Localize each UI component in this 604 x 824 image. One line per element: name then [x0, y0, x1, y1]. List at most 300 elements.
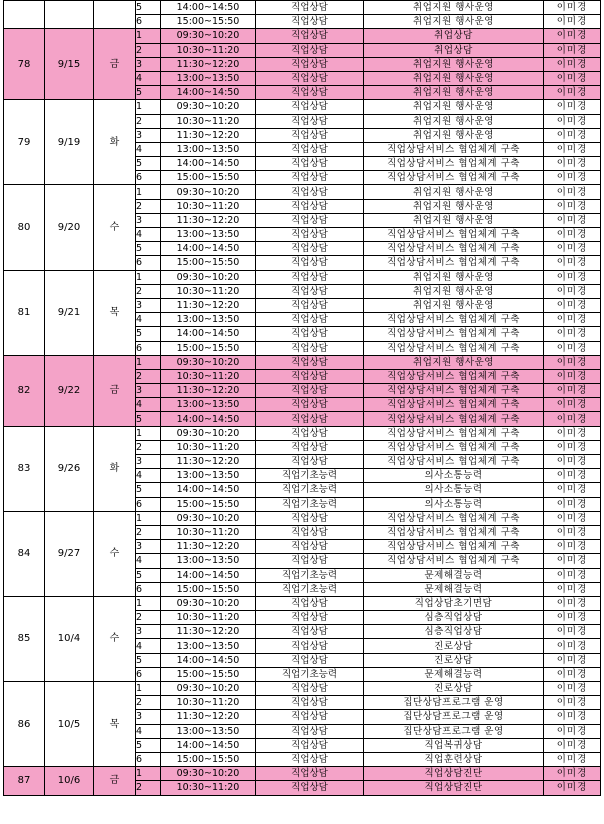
date-cell: 9/20 [45, 185, 94, 270]
instructor-cell: 이미경 [544, 171, 601, 185]
instructor-cell: 이미경 [544, 142, 601, 156]
content-cell: 직업상담서비스 협업체계 구축 [364, 171, 544, 185]
period-cell: 1 [136, 767, 161, 781]
subject-cell: 직업상담 [256, 767, 364, 781]
subject-cell: 직업상담 [256, 199, 364, 213]
instructor-cell: 이미경 [544, 426, 601, 440]
period-cell: 1 [136, 185, 161, 199]
date-cell: 9/27 [45, 511, 94, 596]
subject-cell: 직업상담 [256, 86, 364, 100]
period-cell: 5 [136, 1, 161, 15]
period-cell: 2 [136, 43, 161, 57]
instructor-cell: 이미경 [544, 128, 601, 142]
content-cell: 취업지원 행사운영 [364, 128, 544, 142]
content-cell: 심층직업상담 [364, 611, 544, 625]
content-cell: 취업상담 [364, 43, 544, 57]
instructor-cell: 이미경 [544, 242, 601, 256]
time-cell: 15:00~15:50 [161, 497, 256, 511]
content-cell: 직업상담서비스 협업체계 구축 [364, 369, 544, 383]
period-cell: 1 [136, 29, 161, 43]
period-cell: 4 [136, 639, 161, 653]
time-cell: 10:30~11:20 [161, 525, 256, 539]
content-cell: 직업상담서비스 협업체계 구축 [364, 242, 544, 256]
time-cell: 09:30~10:20 [161, 596, 256, 610]
period-cell: 4 [136, 228, 161, 242]
subject-cell: 직업상담 [256, 682, 364, 696]
date-cell: 10/4 [45, 596, 94, 681]
subject-cell: 직업기초능력 [256, 582, 364, 596]
content-cell: 직업상담서비스 협업체계 구축 [364, 327, 544, 341]
instructor-cell: 이미경 [544, 228, 601, 242]
subject-cell: 직업상담 [256, 242, 364, 256]
session-number-cell: 81 [4, 270, 45, 355]
time-cell: 14:00~14:50 [161, 412, 256, 426]
date-cell: 9/26 [45, 426, 94, 511]
weekday-cell: 목 [94, 270, 136, 355]
period-cell: 3 [136, 298, 161, 312]
instructor-cell: 이미경 [544, 1, 601, 15]
period-cell: 5 [136, 412, 161, 426]
table-row [4, 355, 601, 369]
subject-cell: 직업상담 [256, 596, 364, 610]
period-cell: 6 [136, 582, 161, 596]
instructor-cell: 이미경 [544, 313, 601, 327]
content-cell: 직업상담서비스 협업체계 구축 [364, 313, 544, 327]
time-cell: 13:00~13:50 [161, 71, 256, 85]
period-cell: 4 [136, 469, 161, 483]
time-cell: 10:30~11:20 [161, 696, 256, 710]
period-cell: 1 [136, 270, 161, 284]
instructor-cell: 이미경 [544, 767, 601, 781]
time-cell: 15:00~15:50 [161, 15, 256, 29]
content-cell: 의사소통능력 [364, 469, 544, 483]
subject-cell: 직업상담 [256, 213, 364, 227]
instructor-cell: 이미경 [544, 596, 601, 610]
content-cell: 취업지원 행사운영 [364, 213, 544, 227]
instructor-cell: 이미경 [544, 568, 601, 582]
instructor-cell: 이미경 [544, 213, 601, 227]
instructor-cell: 이미경 [544, 682, 601, 696]
schedule-body [4, 1, 601, 796]
subject-cell: 직업상담 [256, 185, 364, 199]
period-cell: 2 [136, 440, 161, 454]
time-cell: 13:00~13:50 [161, 398, 256, 412]
instructor-cell: 이미경 [544, 781, 601, 795]
period-cell: 6 [136, 752, 161, 766]
period-cell: 4 [136, 724, 161, 738]
subject-cell: 직업상담 [256, 369, 364, 383]
subject-cell: 직업상담 [256, 412, 364, 426]
period-cell: 4 [136, 71, 161, 85]
subject-cell: 직업상담 [256, 128, 364, 142]
instructor-cell: 이미경 [544, 270, 601, 284]
weekday-cell: 목 [94, 682, 136, 767]
session-number-cell: 82 [4, 355, 45, 426]
session-number-cell: 79 [4, 100, 45, 185]
period-cell: 1 [136, 511, 161, 525]
content-cell: 직업상담서비스 협업체계 구축 [364, 525, 544, 539]
period-cell: 2 [136, 114, 161, 128]
period-cell: 3 [136, 384, 161, 398]
content-cell: 진로상담 [364, 682, 544, 696]
instructor-cell: 이미경 [544, 582, 601, 596]
subject-cell: 직업상담 [256, 384, 364, 398]
content-cell: 취업지원 행사운영 [364, 199, 544, 213]
time-cell: 15:00~15:50 [161, 171, 256, 185]
subject-cell: 직업상담 [256, 653, 364, 667]
time-cell: 10:30~11:20 [161, 781, 256, 795]
instructor-cell: 이미경 [544, 157, 601, 171]
content-cell: 진로상담 [364, 639, 544, 653]
period-cell: 4 [136, 313, 161, 327]
content-cell: 직업상담서비스 협업체계 구축 [364, 540, 544, 554]
content-cell: 직업상담서비스 협업체계 구축 [364, 228, 544, 242]
content-cell: 직업상담서비스 협업체계 구축 [364, 256, 544, 270]
content-cell: 의사소통능력 [364, 497, 544, 511]
time-cell: 14:00~14:50 [161, 1, 256, 15]
content-cell: 진로상담 [364, 653, 544, 667]
content-cell: 취업지원 행사운영 [364, 114, 544, 128]
time-cell: 14:00~14:50 [161, 738, 256, 752]
period-cell: 1 [136, 355, 161, 369]
instructor-cell: 이미경 [544, 540, 601, 554]
time-cell: 11:30~12:20 [161, 625, 256, 639]
time-cell: 09:30~10:20 [161, 767, 256, 781]
period-cell: 6 [136, 15, 161, 29]
date-cell: 10/6 [45, 767, 94, 795]
instructor-cell: 이미경 [544, 440, 601, 454]
content-cell: 직업상담서비스 협업체계 구축 [364, 426, 544, 440]
subject-cell: 직업상담 [256, 525, 364, 539]
subject-cell: 직업상담 [256, 284, 364, 298]
subject-cell: 직업상담 [256, 298, 364, 312]
time-cell: 09:30~10:20 [161, 100, 256, 114]
time-cell: 13:00~13:50 [161, 228, 256, 242]
instructor-cell: 이미경 [544, 57, 601, 71]
instructor-cell: 이미경 [544, 327, 601, 341]
instructor-cell: 이미경 [544, 43, 601, 57]
time-cell: 11:30~12:20 [161, 57, 256, 71]
time-cell: 14:00~14:50 [161, 157, 256, 171]
time-cell: 11:30~12:20 [161, 128, 256, 142]
time-cell: 15:00~15:50 [161, 256, 256, 270]
instructor-cell: 이미경 [544, 696, 601, 710]
period-cell: 1 [136, 596, 161, 610]
subject-cell: 직업상담 [256, 142, 364, 156]
period-cell: 5 [136, 653, 161, 667]
period-cell: 5 [136, 738, 161, 752]
instructor-cell: 이미경 [544, 185, 601, 199]
content-cell: 직업상담서비스 협업체계 구축 [364, 157, 544, 171]
subject-cell: 직업상담 [256, 440, 364, 454]
period-cell: 4 [136, 142, 161, 156]
session-number-cell: 84 [4, 511, 45, 596]
subject-cell: 직업상담 [256, 611, 364, 625]
period-cell: 6 [136, 667, 161, 681]
content-cell: 집단상담프로그램 운영 [364, 724, 544, 738]
content-cell: 취업지원 행사운영 [364, 185, 544, 199]
time-cell: 11:30~12:20 [161, 455, 256, 469]
content-cell: 취업지원 행사운영 [364, 71, 544, 85]
session-number-cell [4, 1, 45, 29]
period-cell: 5 [136, 157, 161, 171]
content-cell: 문제해결능력 [364, 582, 544, 596]
period-cell: 6 [136, 497, 161, 511]
instructor-cell: 이미경 [544, 455, 601, 469]
instructor-cell: 이미경 [544, 738, 601, 752]
time-cell: 14:00~14:50 [161, 653, 256, 667]
weekday-cell: 금 [94, 29, 136, 100]
subject-cell: 직업상담 [256, 29, 364, 43]
weekday-cell: 수 [94, 185, 136, 270]
instructor-cell: 이미경 [544, 15, 601, 29]
period-cell: 5 [136, 86, 161, 100]
content-cell: 취업지원 행사운영 [364, 86, 544, 100]
time-cell: 11:30~12:20 [161, 213, 256, 227]
instructor-cell: 이미경 [544, 752, 601, 766]
subject-cell: 직업상담 [256, 639, 364, 653]
instructor-cell: 이미경 [544, 114, 601, 128]
time-cell: 10:30~11:20 [161, 611, 256, 625]
content-cell: 취업지원 행사운영 [364, 298, 544, 312]
period-cell: 2 [136, 696, 161, 710]
content-cell: 취업지원 행사운영 [364, 270, 544, 284]
content-cell: 취업지원 행사운영 [364, 57, 544, 71]
time-cell: 09:30~10:20 [161, 511, 256, 525]
subject-cell: 직업상담 [256, 313, 364, 327]
subject-cell: 직업상담 [256, 114, 364, 128]
weekday-cell: 화 [94, 426, 136, 511]
period-cell: 1 [136, 682, 161, 696]
time-cell: 14:00~14:50 [161, 483, 256, 497]
time-cell: 14:00~14:50 [161, 242, 256, 256]
instructor-cell: 이미경 [544, 199, 601, 213]
content-cell: 직업훈련상담 [364, 752, 544, 766]
instructor-cell: 이미경 [544, 412, 601, 426]
subject-cell: 직업상담 [256, 228, 364, 242]
session-number-cell: 83 [4, 426, 45, 511]
instructor-cell: 이미경 [544, 611, 601, 625]
period-cell: 2 [136, 781, 161, 795]
period-cell: 6 [136, 171, 161, 185]
subject-cell: 직업상담 [256, 270, 364, 284]
subject-cell: 직업상담 [256, 57, 364, 71]
date-cell: 10/5 [45, 682, 94, 767]
content-cell: 의사소통능력 [364, 483, 544, 497]
content-cell: 직업상담서비스 협업체계 구축 [364, 398, 544, 412]
instructor-cell: 이미경 [544, 100, 601, 114]
instructor-cell: 이미경 [544, 710, 601, 724]
time-cell: 10:30~11:20 [161, 43, 256, 57]
time-cell: 10:30~11:20 [161, 369, 256, 383]
weekday-cell [94, 1, 136, 29]
subject-cell: 직업기초능력 [256, 483, 364, 497]
time-cell: 15:00~15:50 [161, 341, 256, 355]
table-row [4, 426, 601, 440]
table-row [4, 1, 601, 15]
content-cell: 취업지원 행사운영 [364, 100, 544, 114]
content-cell: 집단상담프로그램 운영 [364, 710, 544, 724]
time-cell: 14:00~14:50 [161, 86, 256, 100]
table-row [4, 185, 601, 199]
date-cell: 9/19 [45, 100, 94, 185]
subject-cell: 직업상담 [256, 1, 364, 15]
content-cell: 직업상담초기면담 [364, 596, 544, 610]
table-row [4, 767, 601, 781]
period-cell: 1 [136, 426, 161, 440]
subject-cell: 직업상담 [256, 455, 364, 469]
time-cell: 09:30~10:20 [161, 29, 256, 43]
date-cell: 9/15 [45, 29, 94, 100]
instructor-cell: 이미경 [544, 86, 601, 100]
time-cell: 11:30~12:20 [161, 710, 256, 724]
content-cell: 직업상담서비스 협업체계 구축 [364, 142, 544, 156]
time-cell: 10:30~11:20 [161, 199, 256, 213]
instructor-cell: 이미경 [544, 284, 601, 298]
content-cell: 취업상담 [364, 29, 544, 43]
instructor-cell: 이미경 [544, 71, 601, 85]
instructor-cell: 이미경 [544, 724, 601, 738]
period-cell: 5 [136, 327, 161, 341]
subject-cell: 직업상담 [256, 426, 364, 440]
instructor-cell: 이미경 [544, 29, 601, 43]
weekday-cell: 화 [94, 100, 136, 185]
instructor-cell: 이미경 [544, 384, 601, 398]
content-cell: 직업복귀상담 [364, 738, 544, 752]
instructor-cell: 이미경 [544, 653, 601, 667]
time-cell: 09:30~10:20 [161, 355, 256, 369]
subject-cell: 직업상담 [256, 171, 364, 185]
instructor-cell: 이미경 [544, 497, 601, 511]
time-cell: 14:00~14:50 [161, 327, 256, 341]
time-cell: 09:30~10:20 [161, 270, 256, 284]
subject-cell: 직업상담 [256, 100, 364, 114]
period-cell: 3 [136, 57, 161, 71]
schedule-sheet [3, 0, 601, 796]
time-cell: 11:30~12:20 [161, 540, 256, 554]
session-number-cell: 80 [4, 185, 45, 270]
instructor-cell: 이미경 [544, 667, 601, 681]
content-cell: 직업상담서비스 협업체계 구축 [364, 511, 544, 525]
session-number-cell: 87 [4, 767, 45, 795]
time-cell: 10:30~11:20 [161, 284, 256, 298]
period-cell: 2 [136, 611, 161, 625]
subject-cell: 직업기초능력 [256, 469, 364, 483]
time-cell: 10:30~11:20 [161, 114, 256, 128]
subject-cell: 직업상담 [256, 511, 364, 525]
period-cell: 1 [136, 100, 161, 114]
time-cell: 13:00~13:50 [161, 469, 256, 483]
subject-cell: 직업상담 [256, 43, 364, 57]
period-cell: 3 [136, 710, 161, 724]
time-cell: 11:30~12:20 [161, 384, 256, 398]
content-cell: 직업상담서비스 협업체계 구축 [364, 412, 544, 426]
subject-cell: 직업상담 [256, 540, 364, 554]
time-cell: 15:00~15:50 [161, 752, 256, 766]
session-number-cell: 86 [4, 682, 45, 767]
subject-cell: 직업상담 [256, 554, 364, 568]
schedule-table [3, 0, 601, 796]
subject-cell: 직업상담 [256, 724, 364, 738]
period-cell: 5 [136, 568, 161, 582]
period-cell: 3 [136, 128, 161, 142]
date-cell: 9/22 [45, 355, 94, 426]
content-cell: 직업상담서비스 협업체계 구축 [364, 455, 544, 469]
content-cell: 문제해결능력 [364, 568, 544, 582]
time-cell: 09:30~10:20 [161, 185, 256, 199]
content-cell: 직업상담서비스 협업체계 구축 [364, 440, 544, 454]
weekday-cell: 금 [94, 355, 136, 426]
time-cell: 13:00~13:50 [161, 313, 256, 327]
subject-cell: 직업상담 [256, 710, 364, 724]
period-cell: 5 [136, 242, 161, 256]
time-cell: 09:30~10:20 [161, 426, 256, 440]
time-cell: 14:00~14:50 [161, 568, 256, 582]
time-cell: 11:30~12:20 [161, 298, 256, 312]
subject-cell: 직업상담 [256, 15, 364, 29]
table-row [4, 100, 601, 114]
instructor-cell: 이미경 [544, 625, 601, 639]
subject-cell: 직업상담 [256, 157, 364, 171]
time-cell: 15:00~15:50 [161, 667, 256, 681]
period-cell: 6 [136, 341, 161, 355]
time-cell: 13:00~13:50 [161, 142, 256, 156]
period-cell: 4 [136, 554, 161, 568]
content-cell: 직업상담진단 [364, 767, 544, 781]
period-cell: 3 [136, 213, 161, 227]
subject-cell: 직업상담 [256, 781, 364, 795]
subject-cell: 직업상담 [256, 355, 364, 369]
period-cell: 3 [136, 455, 161, 469]
weekday-cell: 수 [94, 596, 136, 681]
content-cell: 직업상담서비스 협업체계 구축 [364, 554, 544, 568]
content-cell: 취업지원 행사운영 [364, 355, 544, 369]
weekday-cell: 수 [94, 511, 136, 596]
time-cell: 15:00~15:50 [161, 582, 256, 596]
period-cell: 3 [136, 540, 161, 554]
instructor-cell: 이미경 [544, 639, 601, 653]
content-cell: 집단상담프로그램 운영 [364, 696, 544, 710]
table-row [4, 511, 601, 525]
time-cell: 09:30~10:20 [161, 682, 256, 696]
subject-cell: 직업상담 [256, 752, 364, 766]
subject-cell: 직업기초능력 [256, 568, 364, 582]
subject-cell: 직업상담 [256, 256, 364, 270]
period-cell: 5 [136, 483, 161, 497]
content-cell: 취업지원 행사운영 [364, 284, 544, 298]
session-number-cell: 85 [4, 596, 45, 681]
session-number-cell: 78 [4, 29, 45, 100]
instructor-cell: 이미경 [544, 469, 601, 483]
instructor-cell: 이미경 [544, 355, 601, 369]
instructor-cell: 이미경 [544, 483, 601, 497]
subject-cell: 직업상담 [256, 327, 364, 341]
content-cell: 문제해결능력 [364, 667, 544, 681]
date-cell: 9/21 [45, 270, 94, 355]
instructor-cell: 이미경 [544, 554, 601, 568]
time-cell: 13:00~13:50 [161, 554, 256, 568]
period-cell: 4 [136, 398, 161, 412]
subject-cell: 직업상담 [256, 341, 364, 355]
time-cell: 13:00~13:50 [161, 639, 256, 653]
period-cell: 2 [136, 525, 161, 539]
subject-cell: 직업기초능력 [256, 497, 364, 511]
time-cell: 13:00~13:50 [161, 724, 256, 738]
period-cell: 2 [136, 284, 161, 298]
subject-cell: 직업상담 [256, 696, 364, 710]
subject-cell: 직업상담 [256, 71, 364, 85]
subject-cell: 직업기초능력 [256, 667, 364, 681]
